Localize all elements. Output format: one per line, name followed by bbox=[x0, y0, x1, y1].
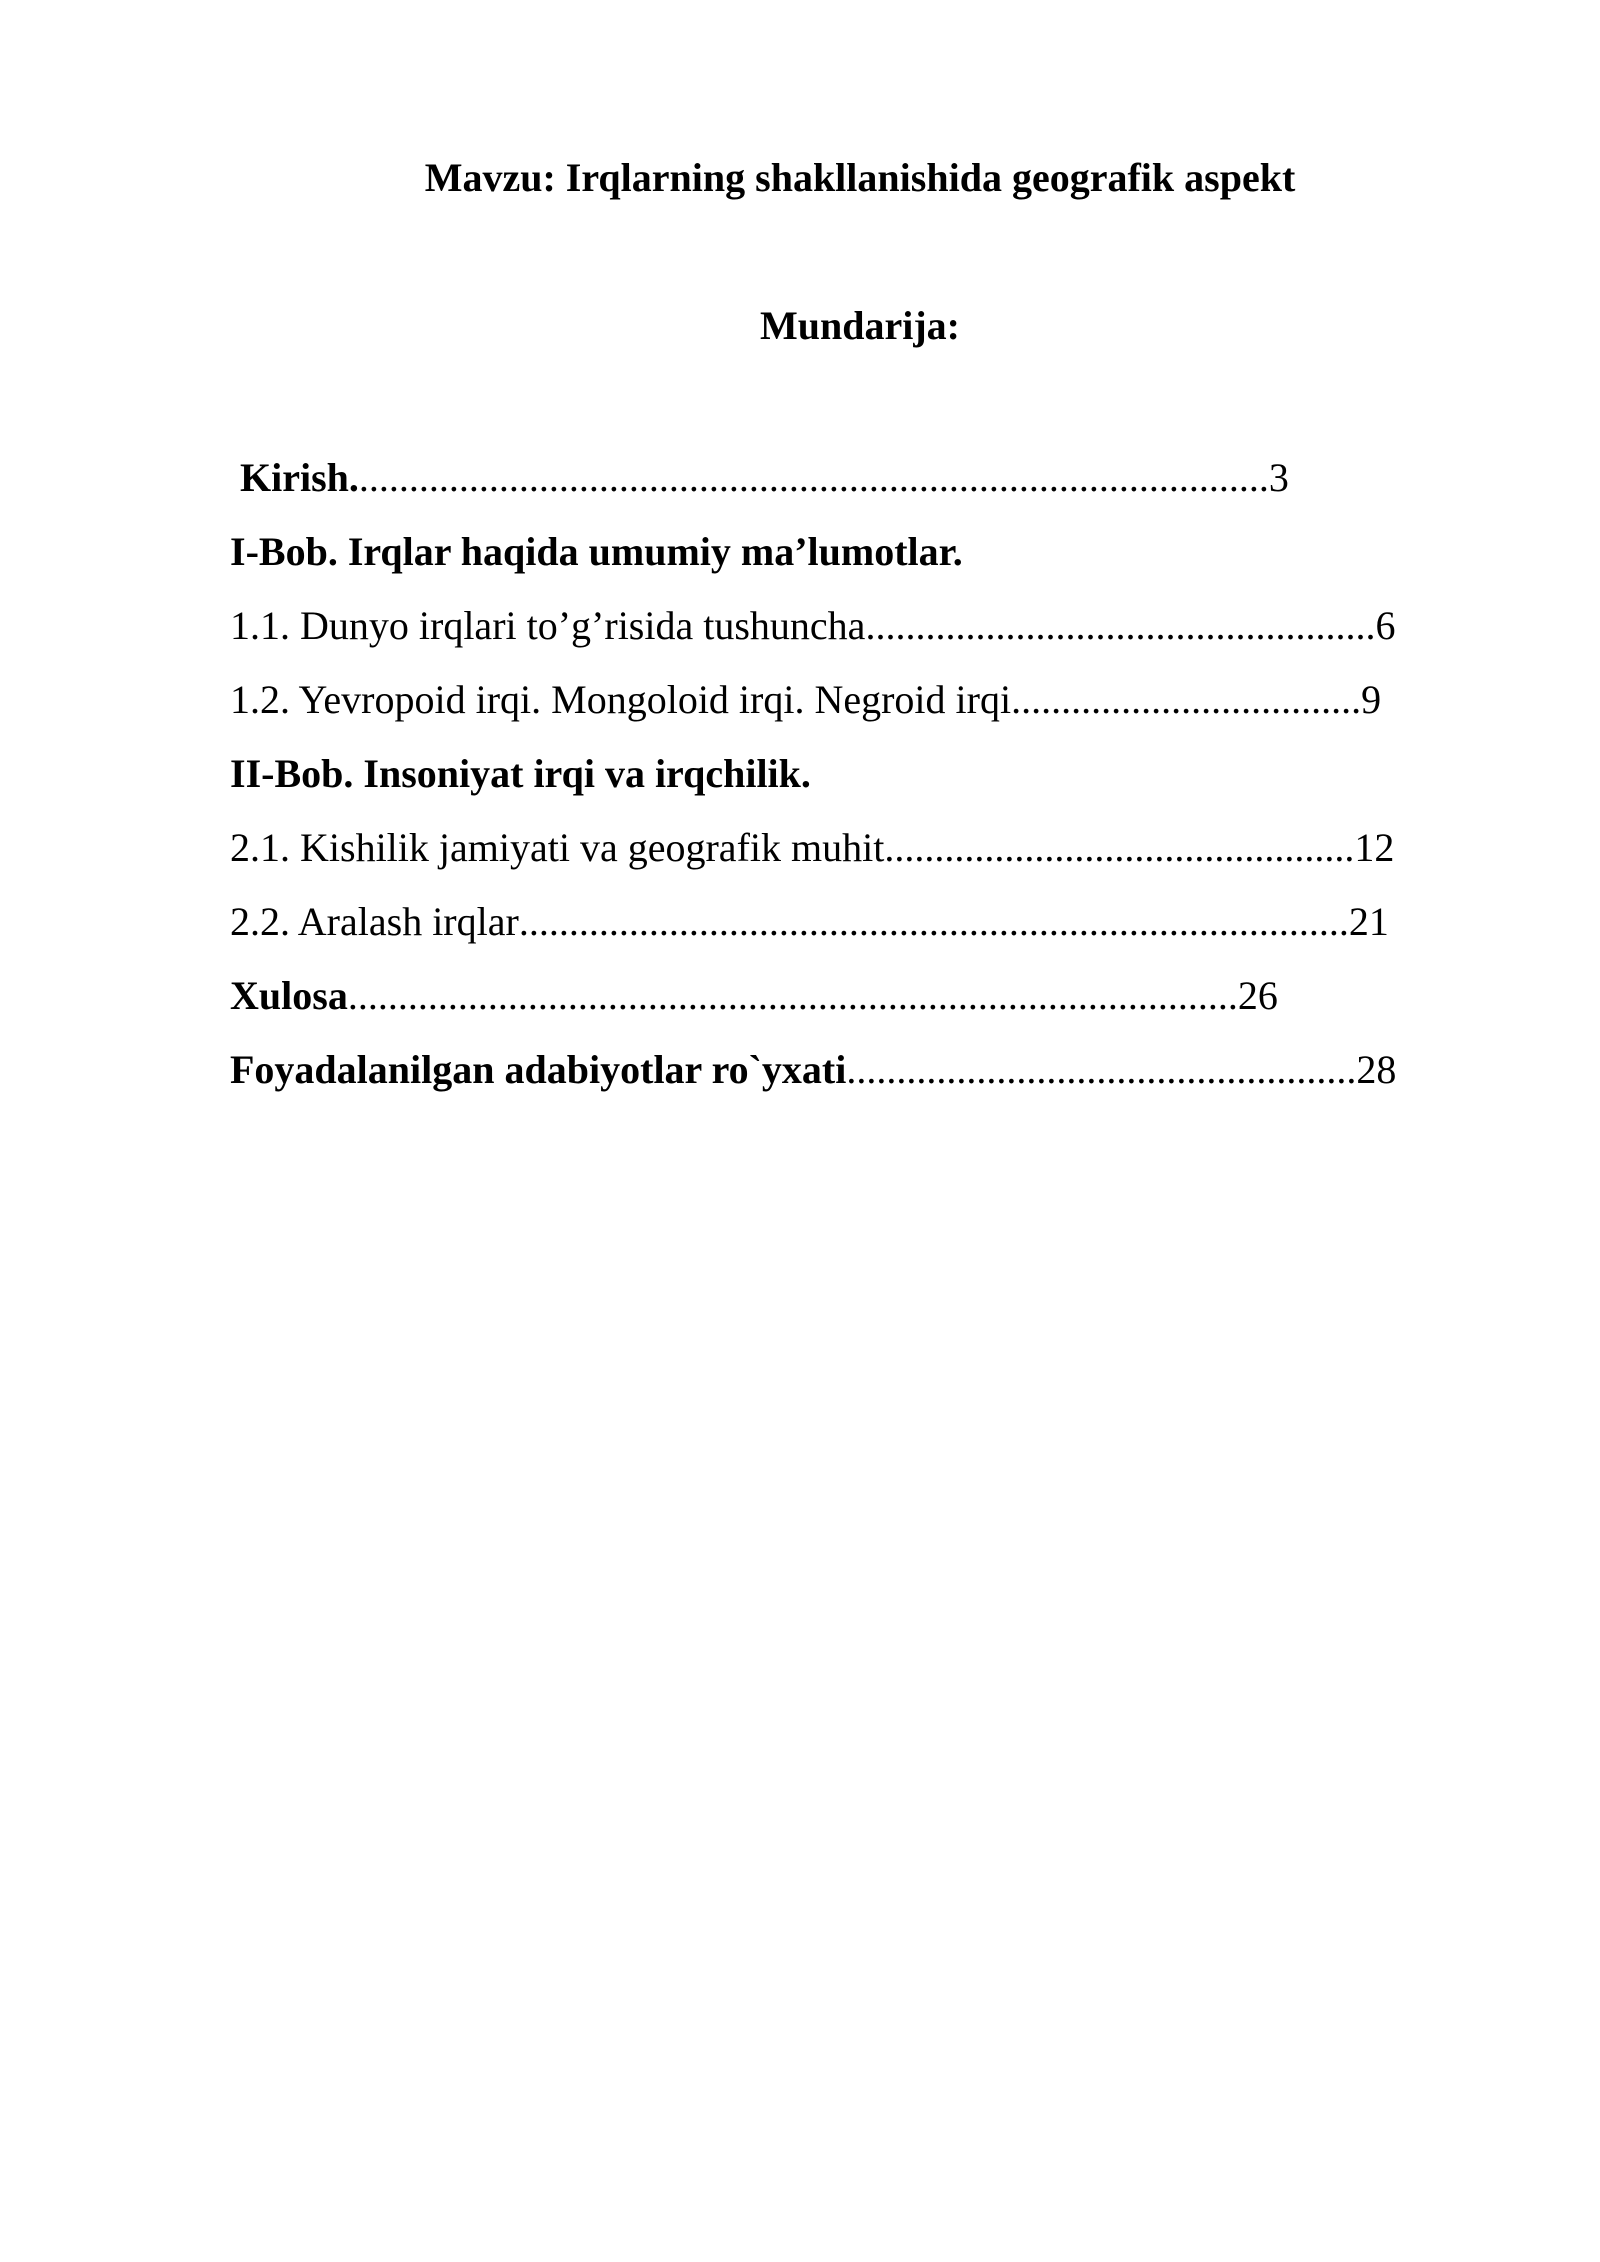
toc-page-number: 9 bbox=[1361, 677, 1382, 722]
toc-entry-label: Xulosa bbox=[230, 973, 348, 1018]
toc-leader-dots: ................................... bbox=[1011, 677, 1362, 722]
toc-entry-section-1-1 bbox=[230, 601, 1395, 651]
toc-entry-chapter-1 bbox=[230, 527, 963, 577]
toc-entry-conclusion bbox=[230, 971, 1278, 1021]
document-title: Mavzu: Irqlarning shakllanishida geografik aspekt bbox=[424, 155, 1296, 200]
toc-leader-dots: ................................................................................... bbox=[518, 899, 1349, 944]
toc-page-number: 12 bbox=[1354, 825, 1395, 870]
toc-page-number: 21 bbox=[1348, 899, 1389, 944]
toc-entry-label: 2.1. Kishilik jamiyati va geografik muhit bbox=[230, 825, 885, 870]
toc-entry-section-2-2 bbox=[230, 897, 1389, 947]
toc-page-number: 28 bbox=[1356, 1047, 1397, 1092]
toc-entry-label: Foyadalanilgan adabiyotlar ro`yxati bbox=[230, 1047, 847, 1092]
toc-entry-label: 2.2. Aralash irqlar bbox=[230, 899, 519, 944]
toc-leader-dots: ................................................... bbox=[846, 1047, 1357, 1092]
toc-entry-introduction bbox=[240, 453, 1289, 503]
toc-leader-dots: ......................................................................................... bbox=[347, 973, 1238, 1018]
toc-heading: Mundarija: bbox=[760, 303, 960, 348]
toc-leader-dots: ................................................... bbox=[865, 603, 1376, 648]
toc-page-number: 3 bbox=[1268, 455, 1289, 500]
toc-entry-chapter-2 bbox=[230, 749, 811, 799]
toc-page-number: 6 bbox=[1375, 603, 1396, 648]
toc-entry-section-2-1 bbox=[230, 823, 1394, 873]
toc-leader-dots: ........................................................................................... bbox=[358, 455, 1269, 500]
toc-leader-dots: ............................................... bbox=[884, 825, 1355, 870]
toc-entry-references bbox=[230, 1045, 1396, 1095]
toc-entry-label: Kirish. bbox=[240, 455, 359, 500]
toc-page-number: 26 bbox=[1237, 973, 1278, 1018]
toc-entry-label: 1.1. Dunyo irqlari to’g’risida tushuncha bbox=[230, 603, 866, 648]
toc-entry-label: I-Bob. Irqlar haqida umumiy ma’lumotlar. bbox=[230, 529, 963, 574]
toc-entry-label: 1.2. Yevropoid irqi. Mongoloid irqi. Negroid irqi bbox=[230, 677, 1012, 722]
toc-entry-label: II-Bob. Insoniyat irqi va irqchilik. bbox=[230, 751, 811, 796]
toc-entry-section-1-2 bbox=[230, 675, 1381, 725]
